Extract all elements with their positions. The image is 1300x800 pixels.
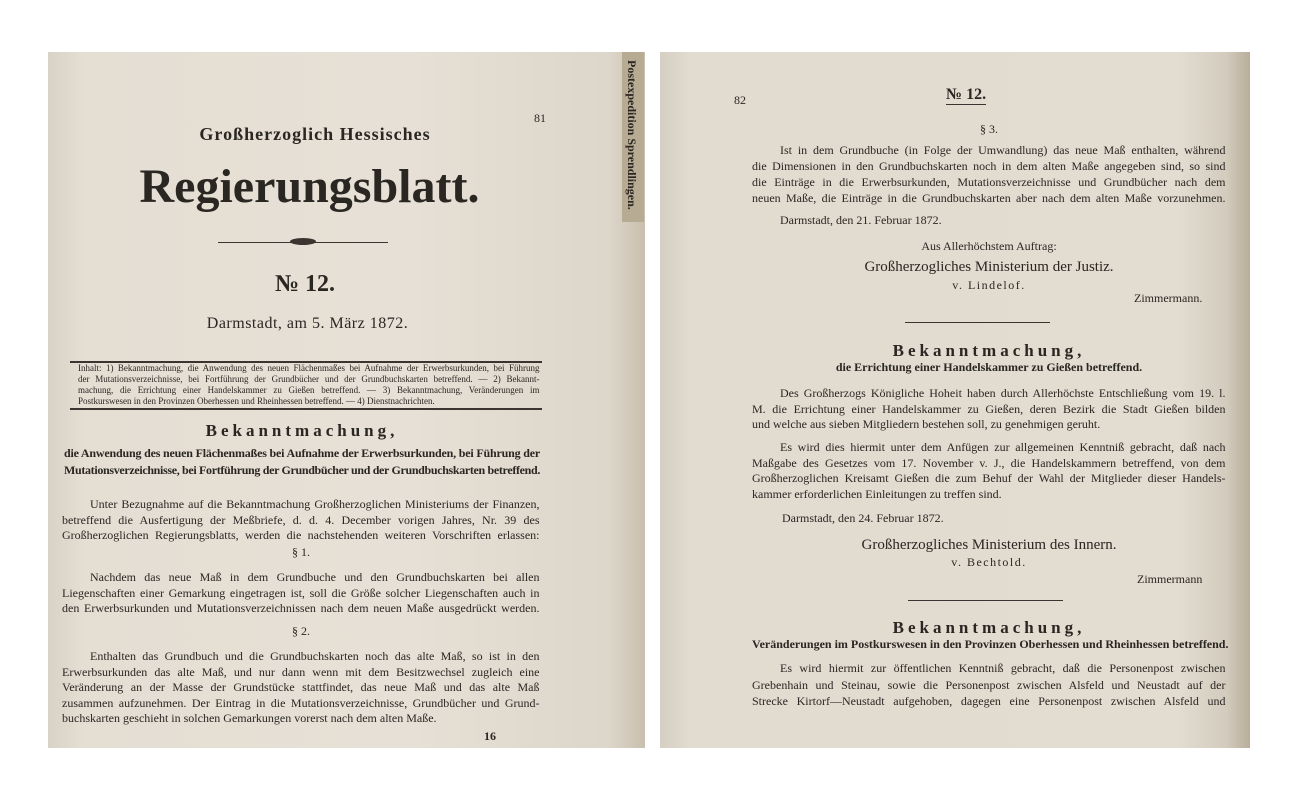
text-line: Liegenschaften einer Gemarkung eingetragen ist, soll die Größe solcher Liegenschaften auch in xyxy=(62,585,540,600)
text-line-row xyxy=(62,696,540,712)
text-line-row xyxy=(78,385,540,396)
text-line-row xyxy=(62,601,540,617)
ornament-flourish xyxy=(290,238,316,245)
authority-line: Aus Allerhöchstem Auftrag: xyxy=(921,239,1057,253)
text-line-row xyxy=(78,396,540,407)
text-line-row xyxy=(62,586,540,602)
text-line: Enthalten das Grundbuch und die Grundbuchskarten noch das alte Maß, so ist in den xyxy=(90,649,540,663)
issue-number: № 12. xyxy=(946,86,987,103)
section-3-label: § 3. xyxy=(980,122,998,136)
text-line: und welche aus sieben Mitgliedern bestehen soll, zu genehmigen geruht. xyxy=(752,417,1101,431)
text-line-row xyxy=(752,693,1226,710)
notice-intro xyxy=(62,497,540,544)
text-line: zusammen aufzunehmen. Der Eintrag in die Mutationsverzeichnisse, Grundbücher und Grund- xyxy=(62,695,540,710)
section-3-text xyxy=(752,142,1226,206)
text-line: Großherzoglichen Regierungsblatts, werden die nachstehenden weiteren Vorschriften erlassen: xyxy=(62,528,540,542)
page-number: 81 xyxy=(534,111,546,125)
text-line: machung, die Errichtung einer Handelskammer zu Gießen betreffend. — 3) Bekanntmachung, Veränderungen im xyxy=(78,385,540,395)
dateline: Darmstadt, den 24. Februar 1872. xyxy=(782,511,944,525)
text-line: Es wird hiermit zur öffentlichen Kenntniß gebracht, daß die Personenpost zwischen xyxy=(780,661,1226,675)
section-1-text xyxy=(62,570,540,617)
text-line-row xyxy=(62,711,540,727)
signer-name: v. Lindelof. xyxy=(952,278,1026,292)
countersign-name: Zimmermann. xyxy=(1134,291,1203,305)
ministry-name: Großherzogliches Ministerium der Justiz. xyxy=(864,259,1114,275)
issue-number: № 12. xyxy=(274,271,336,297)
notice-subtitle: Veränderungen im Postkurswesen in den Provinzen Oberhessen und Rheinhessen betreffend. xyxy=(752,637,1229,651)
signature-mark: 16 xyxy=(484,729,496,743)
page-number: 82 xyxy=(734,93,746,107)
divider xyxy=(908,600,1063,601)
text-line-row xyxy=(62,649,540,665)
text-line-row xyxy=(62,570,540,586)
text-line: Grebenhain und Steinau, sowie die Personenpost zwischen Alsfeld und Neustadt auf der xyxy=(752,677,1226,692)
text-line: den Erwerbsurkunden und Mutationsverzeichnissen nach dem neuen Maße ausgedrückt werden. xyxy=(62,601,540,615)
signer-name: v. Bechtold. xyxy=(951,555,1027,569)
text-line-row xyxy=(752,677,1226,694)
text-line: Postkurswesen in den Provinzen Oberhessen und Rheinhessen betreffend. — 4) Dienstnachrichten. xyxy=(78,396,435,406)
text-line-row xyxy=(752,402,1226,418)
text-line-row xyxy=(752,440,1226,456)
ministry-name: Großherzogliches Ministerium des Innern. xyxy=(861,537,1117,553)
text-line: betreffend die Ausfertigung der Meßbriefe, d. d. 4. December vorigen Jahres, Nr. 39 des xyxy=(62,512,540,527)
dateline: Darmstadt, den 21. Februar 1872. xyxy=(780,213,942,227)
text-line: Veränderung an der Masse der Grundstücke stattfindet, das neue Maß und das alte Maß xyxy=(62,680,540,694)
text-line: die Anwendung des neuen Flächenmaßes bei Aufnahme der Erwerbsurkunden, bei Führung der xyxy=(64,446,541,460)
text-line-row xyxy=(64,462,540,479)
text-line: Maßgabe des Gesetzes vom 17. November v. J., die Handelskammern betreffend, von dem xyxy=(752,455,1226,470)
text-line: kammer erforderlichen Einleitungen zu treffen sind. xyxy=(752,486,1002,501)
notice-paragraph xyxy=(752,440,1226,502)
text-line-row xyxy=(78,363,540,374)
notice-heading: Bekanntmachung, xyxy=(892,618,1086,637)
text-line-row xyxy=(752,142,1226,158)
text-line: die Dimensionen in den Grundbuchskarten noch in dem alten Maße angegeben sind, so sind xyxy=(752,159,1226,173)
text-line: neuen Maße, die Einträge in die Grundbuchskarten aber nach dem alten Maße vorzunehmen. xyxy=(752,191,1226,205)
text-line: Strecke Kirtorf—Neustadt aufgehoben, dagegen eine Personenpost zwischen Alsfeld und xyxy=(752,694,1226,708)
notice-paragraph xyxy=(752,386,1226,433)
text-line-row xyxy=(78,374,540,385)
section-1-label: § 1. xyxy=(292,545,310,559)
notice-paragraph xyxy=(752,660,1226,710)
text-line: die Einträge in die Erwerbsurkunden, Mutationsverzeichnisse und Grundbücher nach dem xyxy=(752,175,1226,189)
text-line: Ist in dem Grundbuche (in Folge der Umwandlung) das neue Maß enthalten, während xyxy=(780,143,1226,157)
text-line-row xyxy=(62,513,540,529)
text-line: Inhalt: 1) Bekanntmachung, die Anwendung des neuen Flächenmaßes bei Aufnahme der Erwerbsurkunden, bei Führung xyxy=(78,363,540,373)
text-line: Des Großherzogs Königliche Hoheit haben durch Allerhöchste Entschließung vom 19. l. xyxy=(780,386,1226,400)
masthead-title-text: Regierungsblatt. xyxy=(139,160,480,213)
text-line: Großherzoglichen Kreisamt Gießen die zum Behuf der Wahl der Mitglieder dieser Handels- xyxy=(752,471,1226,485)
text-line-row xyxy=(752,456,1226,472)
text-line: M. die Errichtung einer Handelskammer zu Gießen, deren Bezirk die Stadt Gießen bilden xyxy=(752,401,1226,416)
text-line-row xyxy=(62,528,540,544)
text-line-row xyxy=(752,487,1226,503)
text-line-row xyxy=(752,417,1226,433)
text-line: der Mutationsverzeichnisse, bei Fortführung der Grundbücher und der Grundbuchskarten betreffend. — 2) Bekannt- xyxy=(78,374,540,384)
text-line-row xyxy=(752,386,1226,402)
text-line: Es wird dies hiermit unter dem Anfügen zur allgemeinen Kenntniß gebracht, daß nach xyxy=(780,440,1226,454)
text-line-row xyxy=(62,680,540,696)
text-line: Mutationsverzeichnisse, bei Fortführung der Grundbücher und der Grundbuchskarten betreffend. xyxy=(64,463,541,477)
text-line-row xyxy=(62,497,540,513)
text-line-row xyxy=(752,660,1226,677)
countersign-name: Zimmermann xyxy=(1137,572,1203,586)
table-of-contents xyxy=(78,363,540,407)
dateline: Darmstadt, am 5. März 1872. xyxy=(206,315,409,332)
text-line: buchskarten geschieht in solchen Gemarkungen vorerst nach dem alten Maße. xyxy=(62,711,437,725)
text-line-row xyxy=(752,158,1226,174)
notice-subtitle: die Errichtung einer Handelskammer zu Gießen betreffend. xyxy=(835,360,1143,374)
divider xyxy=(905,322,1050,323)
page-tab-label: Postexpedition Sprendlingen. xyxy=(625,60,639,210)
text-line: Erwerbsurkunden das alte Maß, und nur dann wenn mit dem Besitzwechsel zugleich eine xyxy=(62,664,540,679)
text-line-row xyxy=(64,445,540,462)
text-line-row xyxy=(62,665,540,681)
text-line-row xyxy=(752,190,1226,206)
masthead-title xyxy=(62,160,557,214)
section-2-text xyxy=(62,649,540,727)
notice-heading: Bekanntmachung, xyxy=(892,341,1086,360)
section-2-label: § 2. xyxy=(292,624,310,638)
text-line: Unter Bezugnahme auf die Bekanntmachung Großherzoglichen Ministeriums der Finanzen, xyxy=(90,497,540,511)
text-line: Nachdem das neue Maß in dem Grundbuche und den Grundbuchskarten bei allen xyxy=(90,570,540,584)
text-line-row xyxy=(752,174,1226,190)
masthead-top: Großherzoglich Hessisches xyxy=(199,124,431,144)
notice-subtitle xyxy=(64,445,540,479)
contents-rule-bottom xyxy=(70,408,542,410)
notice-heading: Bekanntmachung, xyxy=(205,421,399,440)
text-line-row xyxy=(752,471,1226,487)
